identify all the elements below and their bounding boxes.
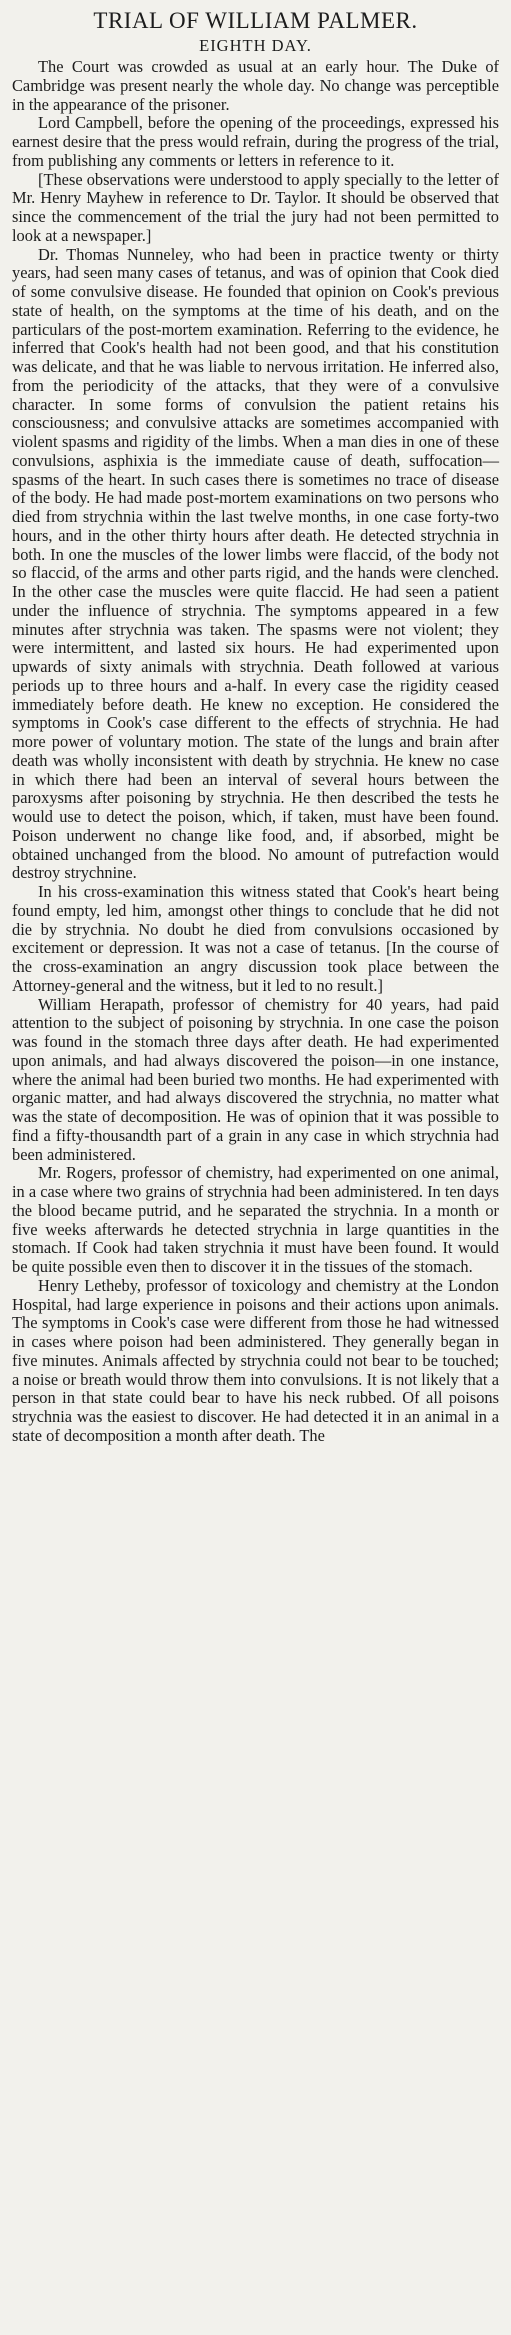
paragraph-court: The Court was crowded as usual at an early hour. The Duke of Cambridge was present nearly the whole day. No change was perceptible in the appearance of the prisoner.: [12, 57, 499, 114]
paragraph-nunneley-evidence: Dr. Thomas Nunneley, who had been in practice twenty or thirty years, had seen many cases of tetanus, and was of opinion that Cook died of some convulsive disease. He founded that opinion on Cook's previous state of health, on the symptoms at the time of his death, and on the particulars of the post-mortem examination. Referring to the evidence, he inferred that Cook's health had not been good, and that his constitution was delicate, and that he was liable to nervous irritation. He inferred also, from the periodicity of the attacks, that they were of a convulsive character. In some forms of convulsion the patient retains his consciousness; and convulsive attacks are sometimes accompanied with violent spasms and rigidity of the limbs. When a man dies in one of these convulsions, asphixia is the immediate cause of death, suffocation—spasms of the heart. In such cases there is sometimes no trace of disease of the body. He had made post-mortem examinations on two persons who died from strychnia within the last twelve months, in one case forty-two hours, and in the other thirty hours after death. He detected strychnia in both. In one the muscles of the lower limbs were flaccid, of the body not so flaccid, of the arms and other parts rigid, and the hands were clenched. In the other case the muscles were quite flaccid. He had seen a patient under the influence of strychnia. The symptoms appeared in a few minutes after strychnia was taken. The spasms were not violent; they were intermittent, and lasted six hours. He had experimented upon upwards of sixty animals with strychnia. Death followed at various periods up to three hours and a-half. In every case the rigidity ceased immediately before death. He knew no exception. He considered the symptoms in Cook's case different to the effects of strychnia. He had more power of voluntary motion. The state of the lungs and brain after death was wholly inconsistent with death by strychnia. He knew no case in which there had been an interval of several hours between the paroxysms after poisoning by strychnia. He then described the tests he would use to detect the poison, which, if taken, must have been found. Poison underwent no change like food, and, if absorbed, might be obtained unchanged from the blood. No amount of putrefaction would destroy strychnine.: [12, 244, 499, 883]
paragraph-letheby-evidence: Henry Letheby, professor of toxicology and chemistry at the London Hospital, had large experience in poisons and their actions upon animals. The symptoms in Cook's case were different from those he had witnessed in cases where poison had been administered. They generally began in five minutes. Animals affected by strychnia could not bear to be touched; a noise or breath would throw them into convulsions. It is not likely that a person in that state could bear to have his neck rubbed. Of all poisons strychnia was the easiest to discover. He had detected it in an animal in a state of decomposition a month after death. The: [12, 1275, 499, 1445]
article-title: TRIAL OF WILLIAM PALMER.: [93, 8, 418, 33]
paragraph-cross-examination: In his cross-examination this witness stated that Cook's heart being found empty, led him, amongst other things to conclude that he did not die by strychnia. No doubt he died from convulsions occasioned by excitement or depression. It was not a case of tetanus. [In the course of the cross-examination an angry discussion took place between the Attorney-general and the witness, but it led to no result.]: [12, 882, 499, 995]
paragraph-editorial-note: [These observations were understood to apply specially to the letter of Mr. Henry Mayhew in reference to Dr. Taylor. It should be observed that since the commencement of the trial the jury had not been permitted to look at a newspaper.]: [12, 169, 499, 245]
paragraph-herapath-evidence: William Herapath, professor of chemistry for 40 years, had paid attention to the subject of poisoning by strychnia. In one case the poison was found in the stomach three days after death. He had experimented upon animals, and had always discovered the poison—in one instance, where the animal had been buried two months. He had experimented with organic matter, and had always discovered the strychnia, no matter what was the state of decomposition. He was of opinion that it was possible to find a fifty-thousandth part of a grain in any case in which strychnia had been administered.: [12, 994, 499, 1164]
article-subtitle: EIGHTH DAY.: [199, 36, 312, 55]
paragraph-rogers-evidence: Mr. Rogers, professor of chemistry, had experimented on one animal, in a case where two grains of strychnia had been administered. In ten days the blood became putrid, and he separated the strychnia. In a month or five weeks afterwards he detected strychnia in large quantities in the stomach. If Cook had taken strychnia it must have been found. It would be quite possible even then to discover it in the tissues of the stomach.: [12, 1163, 499, 1276]
paragraph-lord-campbell: Lord Campbell, before the opening of the proceedings, expressed his earnest desire that the press would refrain, during the progress of the trial, from publishing any comments or letters in reference to it.: [12, 113, 499, 170]
